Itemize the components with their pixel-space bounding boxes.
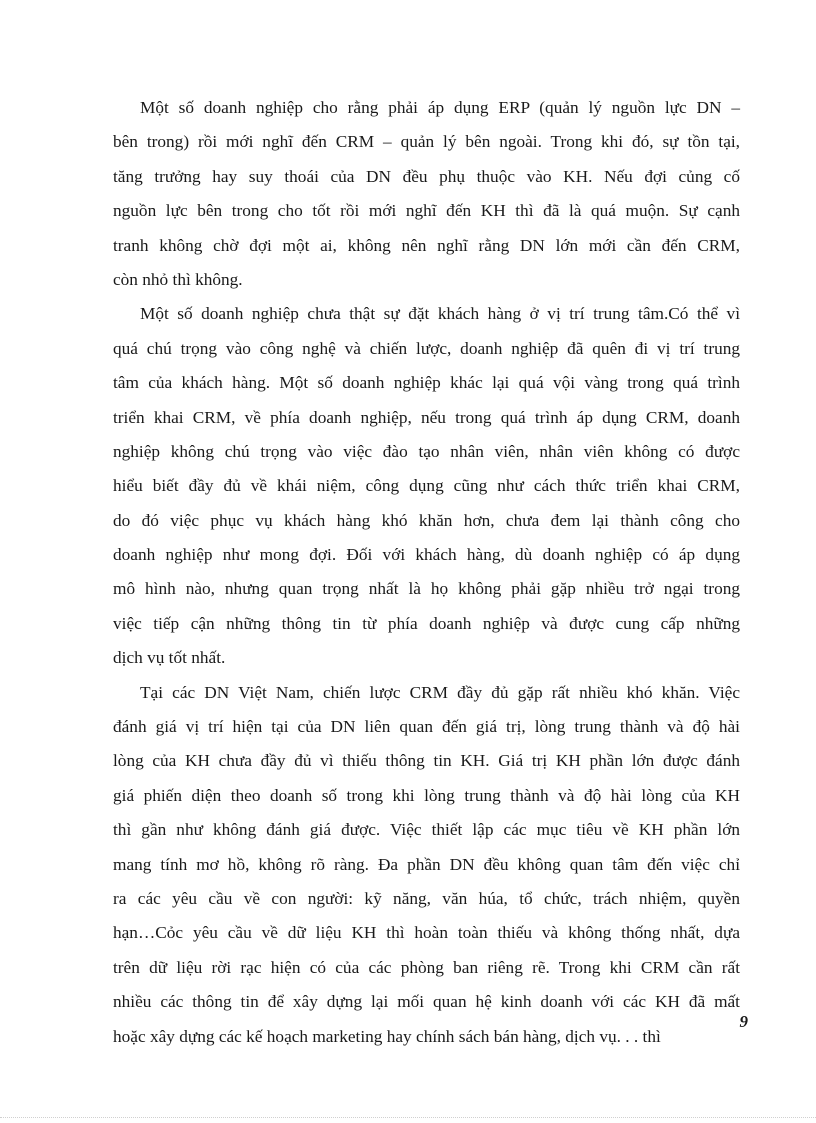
text-line: dịch vụ tốt nhất. [113,648,226,668]
text-line: hiểu biết đầy đủ về khái niệm, công dụng cũng như cách thức triển khai CRM, [113,476,740,496]
paragraph-2 [113,297,740,675]
text-line: do đó việc phục vụ khách hàng khó khăn hơn, chưa đem lại thành công cho [113,510,740,530]
text-line: Một số doanh nghiệp cho rằng phải áp dụng ERP (quản lý nguồn lực DN – [140,98,740,117]
text-line: nhiều các thông tin để xây dựng lại mối quan hệ kinh doanh với các KH đã mất [113,992,740,1012]
text-line: bên trong) rồi mới nghĩ đến CRM – quản lý bên ngoài. Trong khi đó, sự tồn tại, [113,132,740,152]
text-line: tâm của khách hàng. Một số doanh nghiệp khác lại quá vội vàng trong quá trình [113,373,740,393]
paragraph-1 [113,91,740,297]
text-line: doanh nghiệp như mong đợi. Đối với khách hàng, dù doanh nghiệp có áp dụng [113,545,740,565]
text-line: mô hình nào, nhưng quan trọng nhất là họ không phải gặp nhiều trở ngại trong [113,579,740,599]
text-line: hoặc xây dựng các kế hoạch marketing hay chính sách bán hàng, dịch vụ. . . thì [113,1026,661,1046]
text-line: quá chú trọng vào công nghệ và chiến lược, doanh nghiệp đã quên đi vị trí trung [113,338,740,358]
text-line: nguồn lực bên trong cho tốt rồi mới nghĩ đến KH thì đã là quá muộn. Sự cạnh [113,201,740,221]
text-line: còn nhỏ thì không. [113,269,243,289]
text-line: nghiệp không chú trọng vào việc đào tạo nhân viên, nhân viên không có được [113,441,740,461]
text-line: lòng của KH chưa đầy đủ vì thiếu thông tin KH. Giá trị KH phần lớn được đánh [113,751,740,771]
text-line: tăng trưởng hay suy thoái của DN đều phụ thuộc vào KH. Nếu đợi củng cố [113,166,740,186]
text-line: việc tiếp cận những thông tin từ phía doanh nghiệp và được cung cấp những [113,613,740,633]
text-line: mang tính mơ hồ, không rõ ràng. Đa phần DN đều không quan tâm đến việc chỉ [113,854,740,874]
body-text [113,91,740,1054]
text-line: thì gần như không đánh giá được. Việc thiết lập các mục tiêu về KH phần lớn [113,820,740,840]
text-line: trên dữ liệu rời rạc hiện có của các phòng ban riêng rẽ. Trong khi CRM cần rất [113,957,740,977]
text-line: hạn…Cỏc yêu cầu về dữ liệu KH thì hoàn toàn thiếu và không thống nhất, dựa [113,923,740,943]
text-line: Tại các DN Việt Nam, chiến lược CRM đầy đủ gặp rất nhiều khó khăn. Việc [140,682,740,702]
text-line: Một số doanh nghiệp chưa thật sự đặt khách hàng ở vị trí trung tâm.Có thể vì [140,304,740,324]
text-line: ra các yêu cầu về con người: kỹ năng, văn húa, tổ chức, trách nhiệm, quyền [113,888,740,908]
text-line: giá phiến diện theo doanh số trong khi lòng trung thành và độ hài lòng của KH [113,785,740,805]
text-line: tranh không chờ đợi một ai, không nên nghĩ rằng DN lớn mới cần đến CRM, [113,235,740,255]
paragraph-3 [113,676,740,1054]
page-number: 9 [739,1012,748,1031]
text-line: triển khai CRM, về phía doanh nghiệp, nếu trong quá trình áp dụng CRM, doanh [113,407,740,427]
text-line: đánh giá vị trí hiện tại của DN liên quan đến giá trị, lòng trung thành và độ hài [113,717,740,737]
page-bottom-divider [0,1117,816,1118]
